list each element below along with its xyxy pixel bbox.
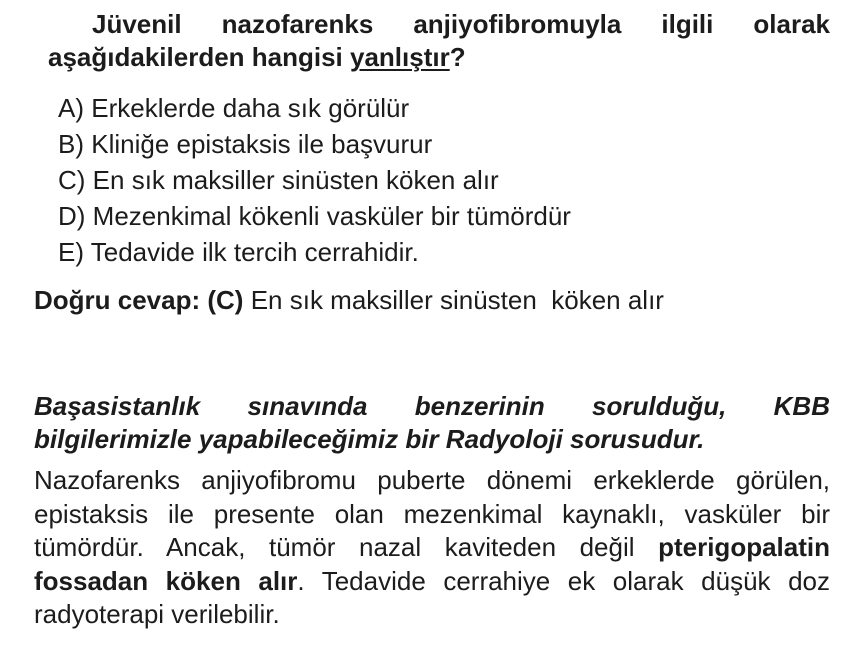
correct-answer-label: Doğru cevap: (C) (34, 285, 244, 315)
option-text: Mezenkimal kökenli vasküler bir tümördür (92, 201, 571, 231)
option-letter: D) (58, 201, 86, 231)
option-letter: C) (58, 165, 86, 195)
option-d (58, 198, 571, 234)
option-a (58, 90, 571, 126)
question-emphasis: yanlıştır (350, 42, 450, 72)
option-text: Erkeklerde daha sık görülür (91, 93, 410, 123)
option-text: En sık maksiller sinüsten köken alır (92, 165, 499, 195)
option-b (58, 126, 571, 162)
option-text: Kliniğe epistaksis ile başvurur (91, 129, 433, 159)
option-c (58, 162, 571, 198)
correct-answer (34, 284, 664, 317)
explanation-text-2: . Tedavide cerrahiye ek olarak düşük doz radyoterapi verilebilir. (34, 565, 830, 629)
question-text: Jüvenil nazofarenks anjiyofibromuyla ilgili olarak aşağıdakilerden hangisi (48, 9, 830, 72)
option-letter: A) (58, 93, 84, 123)
option-letter: B) (58, 129, 84, 159)
exam-note: Başasistanlık sınavında benzerinin sorulduğu, KBB bilgilerimizle yapabileceğimiz bir Radyoloji sorusudur. (34, 391, 830, 454)
option-text: Tedavide ilk tercih cerrahidir. (90, 237, 419, 267)
option-e (58, 234, 571, 270)
correct-answer-text: En sık maksiller sinüsten köken alır (243, 285, 664, 315)
option-letter: E) (58, 237, 84, 267)
question-stem (48, 8, 830, 74)
explanation-text-1: Nazofarenks anjiyofibromu puberte dönemi erkeklerde görülen, epistaksis ile presente olan mezenkimal kaynaklı, vasküler bir tümördür. Ancak, tümör nazal kaviteden değil (34, 465, 830, 562)
explanation-paragraph (34, 464, 830, 632)
question-mark: ? (449, 42, 466, 72)
answer-options (58, 90, 571, 270)
explanation-key-point: pterigopalatin fossadan köken alır (34, 532, 830, 596)
